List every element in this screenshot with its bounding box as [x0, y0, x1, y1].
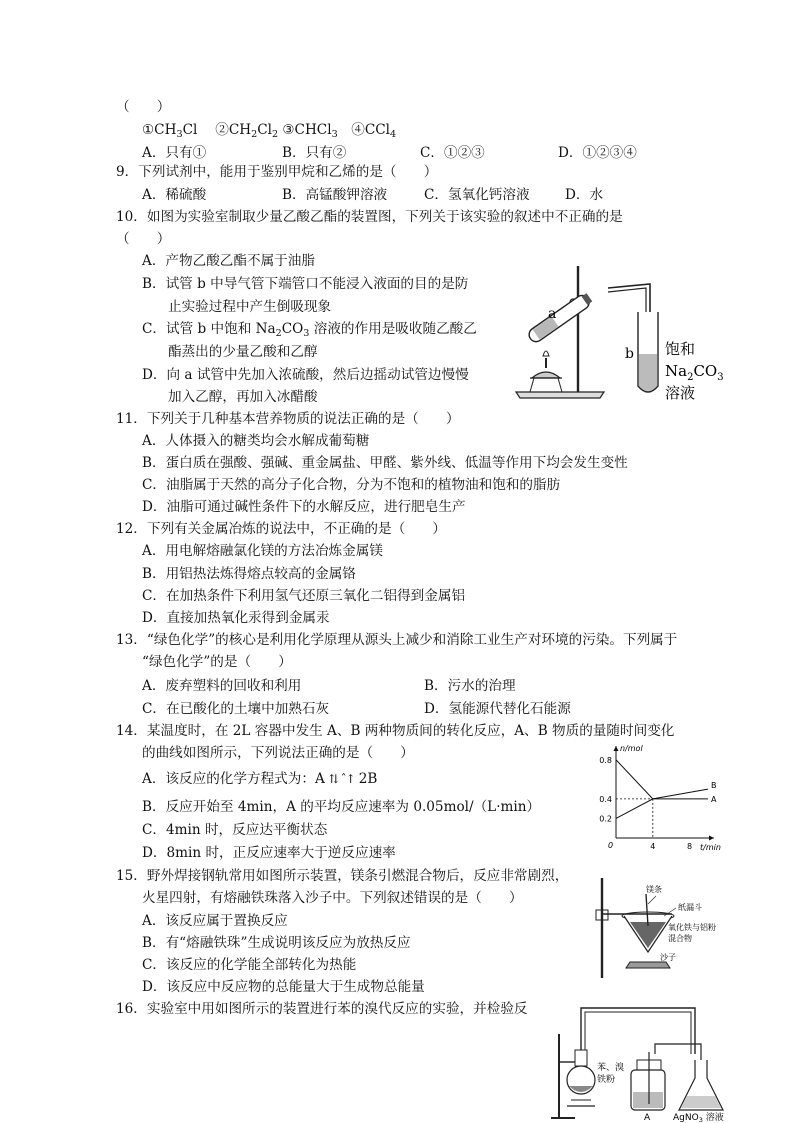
q15-option-d: D．该反应中反应物的总能量大于生成物总能量 — [142, 979, 425, 995]
q10-option-b-line2: 止实验过程中产生倒吸现象 — [168, 299, 332, 315]
mole-time-chart — [592, 742, 727, 854]
q8-paren: （ ） — [116, 99, 171, 115]
q14-option-c: C．4min 时，反应达平衡状态 — [142, 822, 328, 838]
q10-option-d-line1: D．向 a 试管中先加入浓硫酸，然后边摇动试管边慢慢 — [142, 367, 469, 383]
label-benzene-bromine: 苯、溴 — [597, 1063, 625, 1073]
q14-option-a: A．该反应的化学方程式为：A ⇅ ˆ↑ 2B — [142, 768, 377, 790]
q10-option-c-line1: C．试管 b 中饱和 $Na_2CO_3$ 溶液的作用是吸收随乙酸乙 — [142, 321, 477, 339]
q12-stem: 12．下列有关金属冶炼的说法中，不正确的是（ ） — [116, 521, 446, 537]
label-solution: 溶液 — [665, 384, 696, 402]
q10-option-d-line2: 加入乙醇，再加入冰醋酸 — [168, 389, 318, 405]
q15-option-b: B．有“熔融铁珠”生成说明该反应为放热反应 — [142, 935, 411, 951]
label-b: b — [625, 346, 634, 362]
x-tick-label-4: 4 — [650, 842, 656, 851]
q13-option-c: C．在已酸化的土壤中加熟石灰 — [142, 701, 330, 717]
q13-option-b: B．污水的治理 — [424, 678, 516, 694]
q15-option-a: A．该反应属于置换反应 — [142, 913, 288, 929]
q15-stem-line2: 火星四射，有熔融铁珠落入沙子中。下列叙述错误的是（ ） — [142, 890, 523, 906]
bromination-apparatus-figure — [545, 1004, 740, 1122]
label-agno3-solution: AgNO$_3$ 溶液 — [673, 1113, 724, 1122]
q10-stem: 10．如图为实验室制取少量乙酸乙酯的装置图，下列关于该实验的叙述中不正确的是 — [116, 209, 623, 225]
q10-option-b-line1: B．试管 b 中导气管下端管口不能浸入液面的目的是防 — [142, 276, 469, 292]
q11-option-a: A．人体摄入的糖类均会水解成葡萄糖 — [142, 433, 370, 449]
q9-option-d: D．水 — [565, 187, 604, 203]
q13-stem-line1: 13．“绿色化学”的核心是利用化学原理从源头上减少和消除工业生产对环境的污染。下列属于 — [116, 632, 678, 648]
q10-paren: （ ） — [116, 231, 171, 247]
q13-option-a: A．废弃塑料的回收和利用 — [142, 678, 302, 694]
label-saturated: 饱和 — [665, 340, 696, 358]
thermite-apparatus-figure — [588, 874, 738, 984]
y-tick-label-0-4: 0.4 — [599, 794, 612, 804]
y-tick-label-0-2: 0.2 — [599, 814, 612, 824]
x-tick-label-8: 8 — [687, 842, 693, 851]
q16-stem: 16．实验室中用如图所示的装置进行苯的溴代反应的实验，并检验反 — [116, 1001, 528, 1017]
label-a: a — [548, 306, 557, 322]
series-a-line — [616, 760, 708, 799]
q8-option-a: A．只有① — [142, 145, 207, 161]
q14-stem-line2: 的曲线如图所示，下列说法正确的是（ ） — [142, 745, 414, 761]
q14-option-d: D．8min 时，正反应速率大于逆反应速率 — [142, 845, 396, 861]
q9-option-c: C．氢氧化钙溶液 — [424, 187, 530, 203]
q9-option-b: B．高锰酸钾溶液 — [282, 187, 388, 203]
equilibrium-arrows-icon: ⇅ ˆ↑ — [328, 772, 355, 786]
q11-option-b: B．蛋白质在强酸、强碱、重金属盐、甲醛、紫外线、低温等作用下均会发生变性 — [142, 455, 628, 471]
q12-option-b: B．用铝热法炼得熔点较高的金属铬 — [142, 566, 356, 582]
q10-option-a: A．产物乙酸乙酯不属于油脂 — [142, 253, 315, 269]
q8-option-c: C．①②③ — [420, 145, 485, 161]
q11-option-c: C．油脂属于天然的高分子化合物，分为不饱和的植物油和饱和的脂肪 — [142, 477, 561, 493]
q14-stem-line1: 14．某温度时，在 2L 容器中发生 A、B 两种物质间的转化反应，A、B 物质的量随时间变化 — [116, 723, 675, 739]
origin-label: 0 — [608, 841, 614, 850]
label-sand: 沙子 — [660, 953, 676, 962]
label-mixture-line2: 混合物 — [668, 934, 692, 943]
label-na2co3: $Na_2CO_3$ — [665, 362, 724, 383]
q8-option-d: D．①②③④ — [558, 145, 637, 161]
q13-stem-line2: “绿色化学”的是（ ） — [142, 654, 292, 670]
q11-stem: 11．下列关于几种基本营养物质的说法正确的是（ ） — [116, 411, 460, 427]
label-magnesium: 镁条 — [646, 885, 662, 894]
q13-option-d: D．氢能源代替化石能源 — [424, 701, 571, 717]
q15-stem-line1: 15．野外焊接钢轨常用如图所示装置，镁条引燃混合物后，反应非常剧烈， — [116, 868, 569, 884]
q12-option-c: C．在加热条件下利用氢气还原三氧化二铝得到金属铝 — [142, 588, 466, 604]
q15-option-c: C．该反应的化学能全部转化为热能 — [142, 957, 357, 973]
q9-stem: 9．下列试剂中，能用于鉴别甲烷和乙烯的是（ ） — [116, 164, 438, 180]
ester-apparatus-figure — [500, 258, 735, 408]
q9-option-a: A．稀硫酸 — [142, 187, 207, 203]
series-b-line — [616, 789, 708, 818]
y-axis-arrow-icon — [614, 746, 619, 751]
q10-option-c-line2: 酯蒸出的少量乙酸和乙醇 — [168, 344, 318, 360]
x-axis-label: t/min — [700, 843, 721, 852]
label-iron-powder: 铁粉 — [597, 1075, 616, 1085]
q12-option-a: A．用电解熔融氯化镁的方法冶炼金属镁 — [142, 543, 383, 559]
label-bottle-a: A — [644, 1113, 651, 1122]
y-axis-label: n/mol — [620, 744, 643, 753]
y-tick-label-0-8: 0.8 — [599, 755, 612, 765]
series-a-label: A — [711, 794, 717, 804]
label-paper-funnel: 纸漏斗 — [678, 903, 702, 912]
x-axis-arrow-icon — [709, 836, 714, 841]
q11-option-d: D．油脂可通过碱性条件下的水解反应，进行肥皂生产 — [142, 499, 466, 515]
label-mixture-line1: 氧化铁与铝粉 — [668, 923, 716, 932]
q8-compounds: $①CH_3Cl$ $②CH_2Cl_2$ ③CHCl$_3$ ④CCl$_4$ — [142, 122, 397, 140]
q12-option-d: D．直接加热氧化汞得到金属汞 — [142, 610, 330, 626]
q14-option-b: B．反应开始至 4min，A 的平均反应速率为 0.05mol/（L·min） — [142, 799, 541, 815]
series-b-label: B — [711, 781, 717, 791]
q8-option-b: B．只有② — [282, 145, 347, 161]
